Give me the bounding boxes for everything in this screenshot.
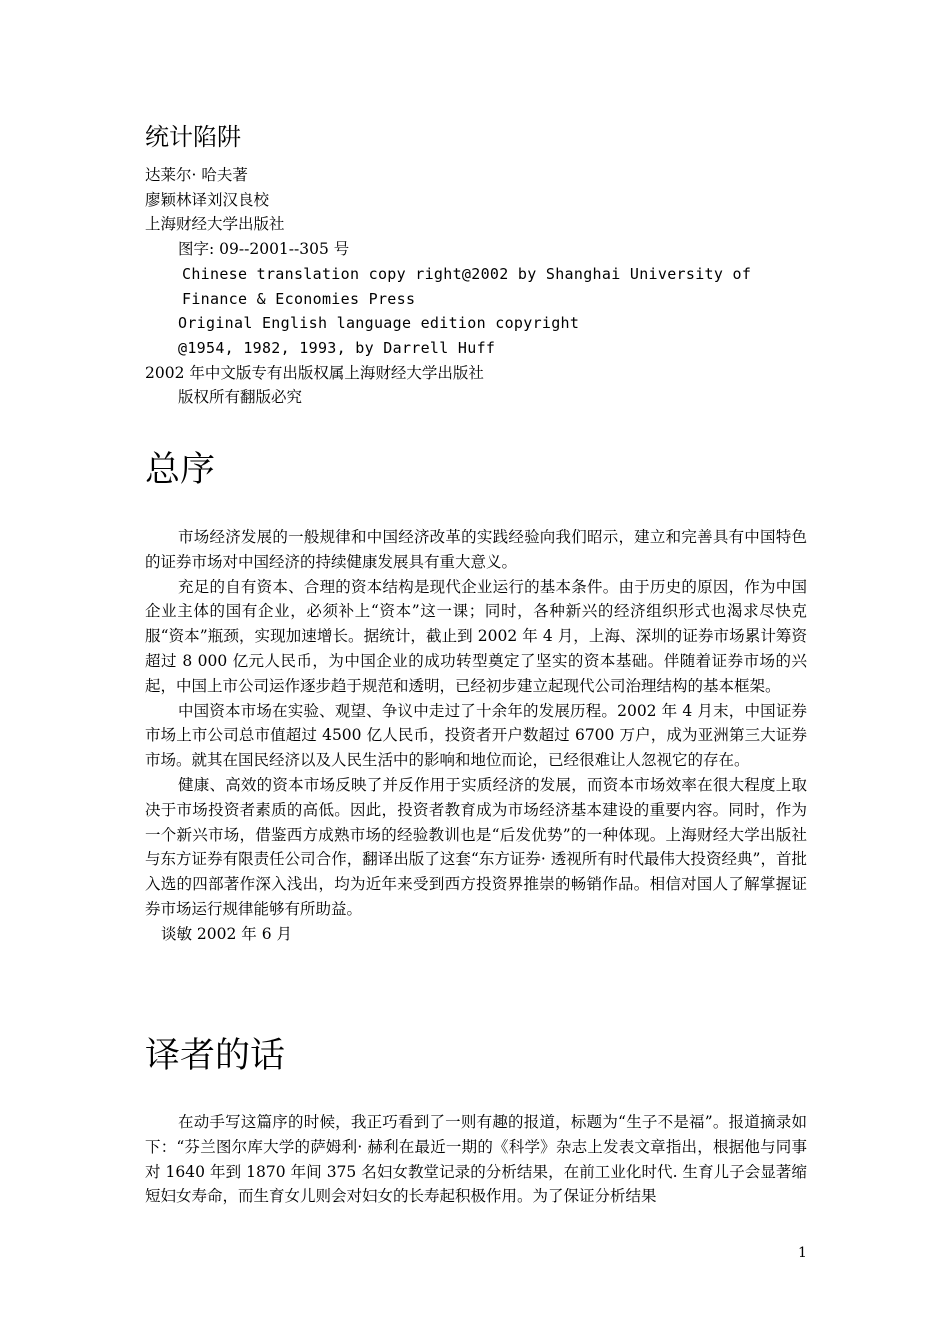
preface-paragraph: 健康、高效的资本市场反映了并反作用于实质经济的发展，而资本市场效率在很大程度上取决于市场投资者素质的高低。因此，投资者教育成为市场经济基本建设的重要内容。同时，作为一个新兴市场，借鉴西方成熟市场的经验教训也是“后发优势”的一种体现。上海财经大学出版社与东方证券有限责任公司合作，翻译出版了这套“东方证券· 透视所有时代最伟大投资经典”，首批入选的四部著作深入浅出，均为近年来受到西方投资界推崇的畅销作品。相信对国人了解掌握证券市场运行规律能够有所助益。 [145,775,807,918]
preface-signature: 谈敏 2002 年 6 月 [161,924,293,943]
page-number: 1 [798,1245,807,1261]
book-metadata [145,163,807,410]
rights-reserved: 版权所有翻版必究 [178,388,303,407]
author-line: 达莱尔· 哈夫著 [145,166,248,184]
preface-paragraph: 市场经济发展的一般规律和中国经济改革的实践经验向我们昭示，建立和完善具有中国特色的证券市场对中国经济的持续健康发展具有重大意义。 [145,528,807,571]
preface-body [145,525,807,947]
translator-note-heading: 译者的话 [145,1036,286,1076]
copyright-translation: Chinese translation copy right@2002 by Shanghai University of Finance & Economies Press [182,264,752,308]
copyright-chinese-edition: 2002 年中文版专有出版权属上海财经大学出版社 [145,363,484,382]
copyright-original-1: Original English language edition copyright [178,314,580,333]
book-title: 统计陷阱 [145,123,241,151]
translator-line: 廖颖林译刘汉良校 [145,190,270,209]
copyright-original-2: @1954, 1982, 1993, by Darrell Huff [178,338,496,357]
translator-note-paragraph: 在动手写这篇序的时候，我正巧看到了一则有趣的报道，标题为“生子不是福”。报道摘录如下：“芬兰图尔库大学的萨姆利· 赫利在最近一期的《科学》杂志上发表文章指出，根据他与同事对 1640 年到 1870 年间 375 名妇女教堂记录的分析结果，在前工业化时代. 生育儿子会显著缩短妇女寿命，而生育女儿则会对妇女的长寿起积极作用。为了保证分析结果 [145,1113,807,1206]
translator-note-body [145,1110,807,1209]
preface-heading: 总序 [145,450,216,490]
publisher-line: 上海财经大学出版社 [145,215,285,234]
license-number: 图字: 09--2001--305 号 [178,240,350,259]
preface-paragraph: 充足的自有资本、合理的资本结构是现代企业运行的基本条件。由于历史的原因，作为中国企业主体的国有企业，必须补上“资本”这一课；同时，各种新兴的经济组织形式也渴求尽快克服“资本”瓶颈，实现加速增长。据统计，截止到 2002 年 4 月，上海、深圳的证券市场累计筹资超过 8 000 亿元人民币，为中国企业的成功转型奠定了坚实的资本基础。伴随着证券市场的兴起，中国上市公司运作逐步趋于规范和透明，已经初步建立起现代公司治理结构的基本框架。 [145,577,807,695]
preface-paragraph: 中国资本市场在实验、观望、争议中走过了十余年的发展历程。2002 年 4 月末，中国证券市场上市公司总市值超过 4500 亿人民币，投资者开户数超过 6700 万户，成为亚洲第三大证券市场。就其在国民经济以及人民生活中的影响和地位而论，已经很难让人忽视它的存在。 [145,701,807,770]
